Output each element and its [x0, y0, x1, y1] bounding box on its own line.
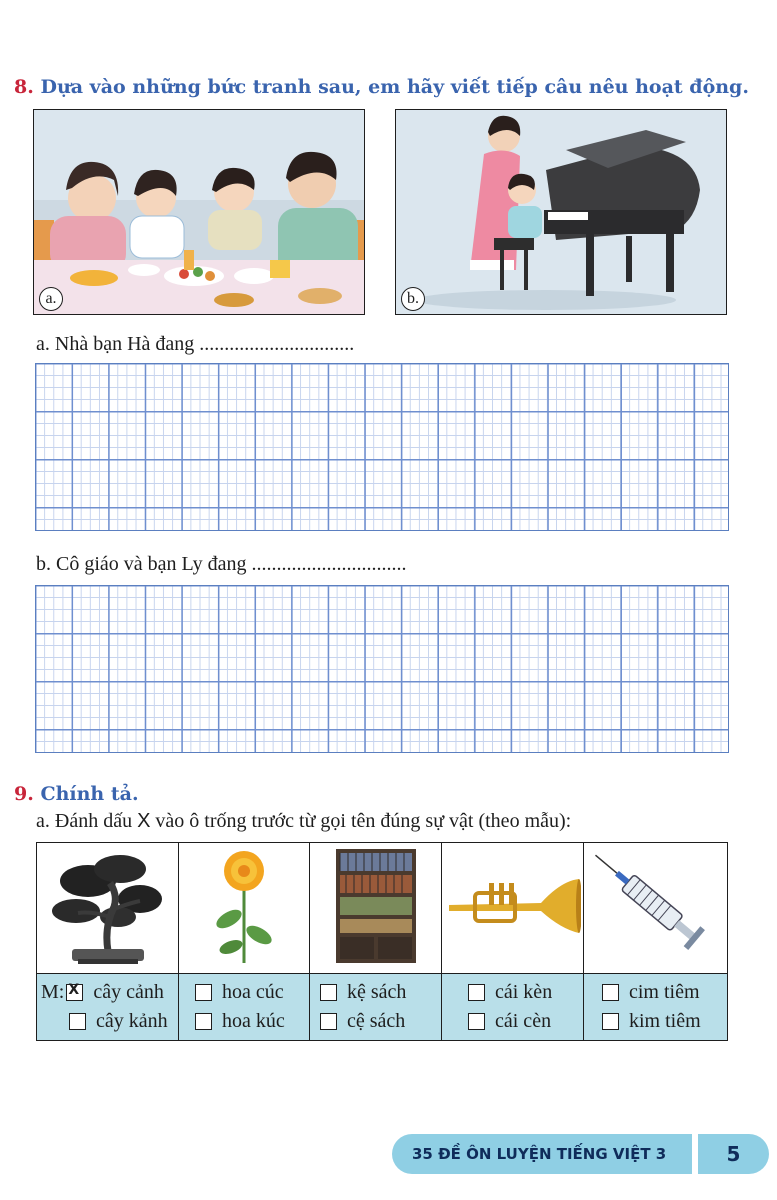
question-8-title: [14, 76, 749, 98]
option-row: [37, 978, 178, 1007]
checkbox-cai-ken[interactable]: [468, 984, 485, 1001]
option-label: cây kảnh: [96, 1010, 168, 1032]
options-cell-5: [584, 974, 728, 1041]
options-cell-4: [442, 974, 584, 1041]
options-cell-2: [179, 974, 310, 1041]
question-9-title: [14, 783, 139, 805]
option-label: cái kèn: [495, 981, 553, 1003]
bookshelf-cell: [310, 843, 442, 974]
spelling-table: [36, 842, 728, 1041]
bookshelf-icon: [334, 847, 418, 965]
checkbox-cay-canh[interactable]: [66, 984, 83, 1001]
option-label: kệ sách: [347, 981, 407, 1003]
checkbox-cai-cen[interactable]: [468, 1013, 485, 1030]
option-row: [584, 1007, 727, 1036]
sentence-b: [36, 553, 407, 576]
checkbox-ke-sach[interactable]: [320, 984, 337, 1001]
checkbox-cay-kanh[interactable]: [69, 1013, 86, 1030]
question-8-number: 8.: [14, 76, 34, 98]
checkbox-ce-sach[interactable]: [320, 1013, 337, 1030]
sentence-b-text: b. Cô giáo và bạn Ly đang: [36, 553, 247, 575]
question-9-text: Chính tả.: [40, 783, 139, 805]
question-9-number: 9.: [14, 783, 34, 805]
instruction-mark: X: [137, 810, 151, 832]
option-row: [179, 978, 309, 1007]
instruction-post: vào ô trống trước từ gọi tên đúng sự vật (theo mẫu):: [150, 810, 572, 832]
chrysanthemum-icon: [209, 847, 279, 965]
writing-grid-a[interactable]: [35, 363, 729, 531]
option-label: hoa cúc: [222, 981, 284, 1003]
family-meal-illustration: [34, 110, 364, 314]
book-title: 35 ĐỀ ÔN LUYỆN TIẾNG VIỆT 3: [392, 1134, 692, 1174]
family-meal-picture: [33, 109, 365, 315]
page-footer: [392, 1134, 777, 1174]
image-row: [37, 843, 728, 974]
checkbox-cim-tiem[interactable]: [602, 984, 619, 1001]
option-label: cim tiêm: [629, 981, 700, 1003]
checkbox-hoa-kuc[interactable]: [195, 1013, 212, 1030]
sentence-a-blank[interactable]: ...............................: [199, 333, 355, 355]
syringe-icon: [591, 847, 721, 965]
option-row: [179, 1007, 309, 1036]
syringe-cell: [584, 843, 728, 974]
option-label: cái cèn: [495, 1010, 552, 1032]
option-label: kim tiêm: [629, 1010, 701, 1032]
option-row: [442, 1007, 583, 1036]
sentence-b-blank[interactable]: ...............................: [251, 553, 407, 575]
option-label: hoa kúc: [222, 1010, 285, 1032]
chrysanthemum-cell: [179, 843, 310, 974]
checkbox-kim-tiem[interactable]: [602, 1013, 619, 1030]
picture-b-label: b.: [401, 287, 425, 311]
example-label: M:: [41, 981, 65, 1003]
option-row: [310, 978, 441, 1007]
option-row: [37, 1007, 178, 1036]
option-label: cây cảnh: [93, 981, 164, 1003]
piano-lesson-illustration: [396, 110, 726, 314]
options-cell-1: [37, 974, 179, 1041]
page-number: 5: [698, 1134, 769, 1174]
instruction-pre: a. Đánh dấu: [36, 810, 138, 832]
sentence-a-text: a. Nhà bạn Hà đang: [36, 333, 195, 355]
question-9-instruction: [36, 810, 571, 833]
checkbox-hoa-cuc[interactable]: [195, 984, 212, 1001]
picture-a-label: a.: [39, 287, 63, 311]
option-label: cệ sách: [347, 1010, 406, 1032]
piano-lesson-picture: [395, 109, 727, 315]
bonsai-cell: [37, 843, 179, 974]
bonsai-icon: [48, 847, 168, 965]
sentence-a: [36, 333, 354, 356]
options-cell-3: [310, 974, 442, 1041]
option-row: [584, 978, 727, 1007]
trumpet-icon: [445, 871, 581, 941]
question-8-text: Dựa vào những bức tranh sau, em hãy viết tiếp câu nêu hoạt động.: [40, 76, 749, 98]
option-row: [310, 1007, 441, 1036]
options-row: [37, 974, 728, 1041]
trumpet-cell: [442, 843, 584, 974]
option-row: [442, 978, 583, 1007]
writing-grid-b[interactable]: [35, 585, 729, 753]
